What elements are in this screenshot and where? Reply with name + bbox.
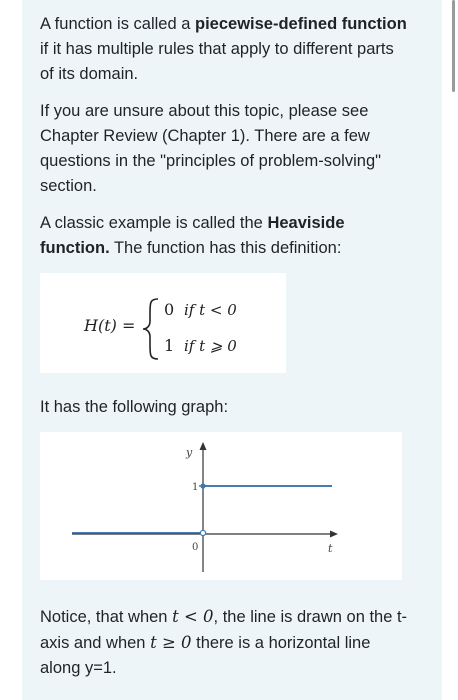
heaviside-graph (40, 432, 402, 580)
y-axis-label: y (186, 446, 193, 459)
closed-point-one (200, 483, 205, 488)
open-point-origin (200, 530, 205, 535)
paragraph-graph-intro: It has the following graph: (40, 398, 229, 416)
graph-box (40, 432, 402, 580)
paragraph-notice: Notice, that when t < 0, the line is drawn on the t-axis and when t ≥ 0 there is a horizontal line along y=1. (40, 607, 408, 677)
y-axis-arrow (200, 442, 207, 450)
math-t-nonnegative: t ≥ 0 (150, 633, 192, 652)
formula-case2-condition: if t ⩾ 0 (184, 337, 237, 355)
term-piecewise: piecewise-defined function (195, 15, 407, 33)
formula-lhs: H(t) = (84, 316, 136, 335)
paragraph-heaviside: A classic example is called the Heaviside function. The function has this definition: (40, 214, 345, 257)
y-tick-label-1: 1 (192, 482, 199, 493)
paragraph-definition: A function is called a piecewise-defined function if it has multiple rules that apply to different parts of its domain. (40, 15, 407, 83)
formula-case1-value: 0 (164, 300, 175, 319)
formula-case2-value: 1 (164, 336, 175, 355)
paragraph-reference: If you are unsure about this topic, please see Chapter Review (Chapter 1). There are a few questions in the "principles of problem-solving" section. (40, 102, 381, 195)
formula-case1-condition: if t < 0 (184, 301, 237, 319)
origin-label: 0 (192, 542, 199, 553)
term-heaviside: Heaviside function. (40, 214, 345, 257)
scrollbar[interactable] (452, 0, 455, 92)
x-axis-label: t (328, 542, 333, 555)
heaviside-formula (40, 273, 286, 373)
formula-brace (143, 299, 158, 359)
math-t-negative: t < 0 (172, 607, 214, 626)
article-content (40, 12, 412, 693)
formula-box (40, 273, 286, 373)
x-axis-arrow (330, 531, 338, 538)
